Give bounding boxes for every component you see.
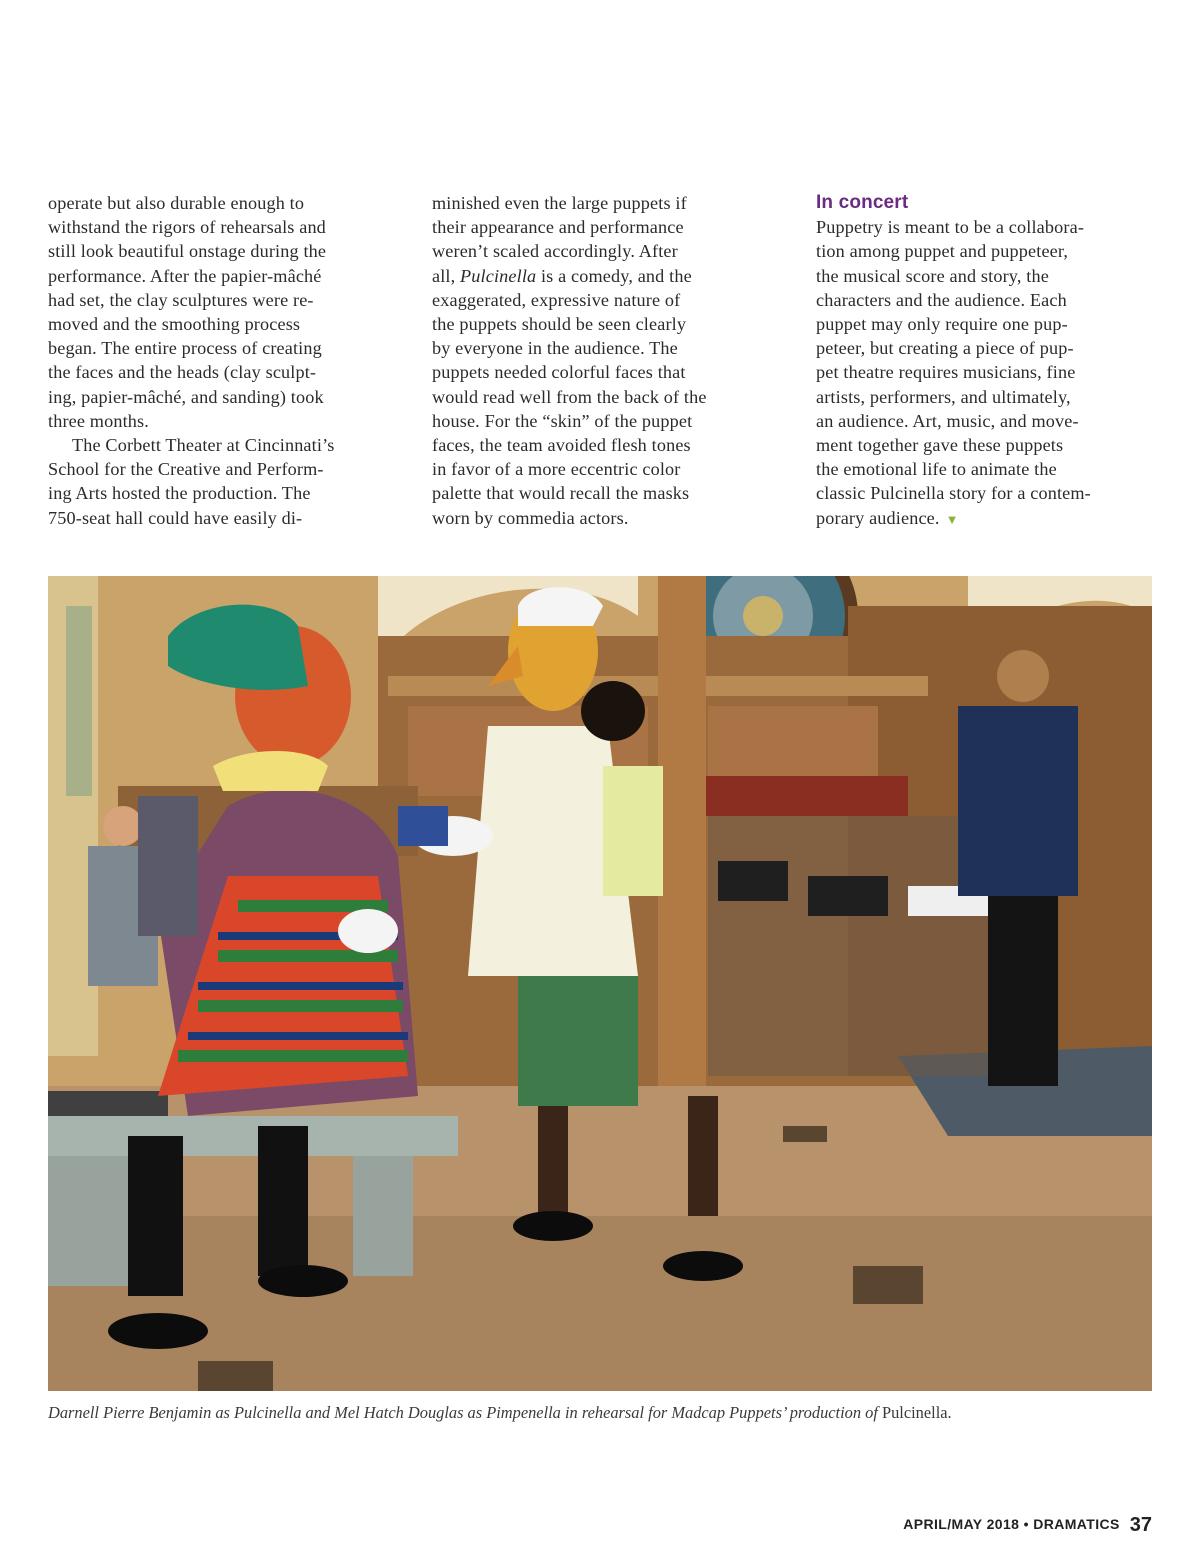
text-line: peteer, but creating a piece of pup-: [816, 338, 1074, 359]
text-line: performance. After the papier-mâché: [48, 265, 322, 286]
text-line: by everyone in the audience. The: [432, 338, 678, 359]
section-heading: In concert: [816, 192, 909, 213]
text-line: the faces and the heads (clay sculpt-: [48, 362, 317, 383]
paragraph: [432, 191, 772, 530]
article-column-2: [432, 191, 772, 530]
end-of-article-icon: ▼: [945, 511, 959, 527]
paragraph: [816, 215, 1156, 532]
text-line: ing, papier-mâché, and sanding) took: [48, 386, 324, 407]
text-line: the musical score and story, the: [816, 265, 1049, 286]
issue-label: APRIL/MAY 2018 • DRAMATICS: [903, 1516, 1120, 1532]
article-column-3: [816, 191, 1156, 532]
text-line: minished even the large puppets if: [432, 193, 687, 213]
text-line: in favor of a more eccentric color: [432, 459, 681, 480]
text-line: [432, 264, 772, 288]
text-line: the puppets should be seen clearly: [432, 314, 687, 335]
paragraph: [48, 433, 388, 530]
text-line: 750-seat hall could have easily di-: [48, 507, 303, 528]
text-line: would read well from the back of the: [432, 386, 707, 407]
text-line: exaggerated, expressive nature of: [432, 289, 681, 310]
text-line: faces, the team avoided flesh tones: [432, 435, 691, 456]
text-line: artists, performers, and ultimately,: [816, 386, 1071, 407]
article-column-1: [48, 191, 388, 530]
text-line: classic Pulcinella story for a contem-: [816, 483, 1091, 504]
text-line: characters and the audience. Each: [816, 289, 1067, 310]
title-italic: Pulcinella: [460, 265, 537, 286]
text-line: tion among puppet and puppeteer,: [816, 241, 1069, 262]
text-line: an audience. Art, music, and move-: [816, 410, 1079, 431]
rehearsal-photo: [48, 576, 1152, 1391]
text-line: operate but also durable enough to: [48, 193, 305, 213]
text-line: weren’t scaled accordingly. After: [432, 241, 678, 262]
text-line: puppet may only require one pup-: [816, 314, 1068, 335]
text-line: ing Arts hosted the production. The: [48, 483, 311, 504]
text-run: porary audience.: [816, 507, 940, 528]
text-line: palette that would recall the masks: [432, 483, 690, 504]
page-footer: [903, 1514, 1152, 1537]
caption-title: Pulcinella.: [877, 1403, 952, 1422]
text-line: three months.: [48, 410, 149, 431]
text-line: worn by commedia actors.: [432, 507, 629, 528]
text-line: ment together gave these puppets: [816, 435, 1064, 456]
text-line: moved and the smoothing process: [48, 314, 301, 335]
text-line: began. The entire process of creating: [48, 338, 322, 359]
text-line: The Corbett Theater at Cincinnati’s: [72, 435, 335, 456]
page-number: 37: [1129, 1514, 1152, 1536]
text-run: is a comedy, and the: [536, 265, 692, 286]
text-line: their appearance and performance: [432, 217, 684, 238]
text-line: the emotional life to animate the: [816, 459, 1057, 480]
text-line: withstand the rigors of rehearsals and: [48, 217, 326, 238]
photo-caption: [48, 1402, 1158, 1424]
text-run: all,: [432, 265, 461, 286]
paragraph: [48, 191, 388, 433]
text-line: puppets needed colorful faces that: [432, 362, 686, 383]
text-line: house. For the “skin” of the puppet: [432, 410, 693, 431]
text-line: School for the Creative and Perform-: [48, 459, 324, 480]
text-line: still look beautiful onstage during the: [48, 241, 327, 262]
text-line: had set, the clay sculptures were re-: [48, 289, 314, 310]
text-line: [816, 506, 1156, 532]
caption-text: Darnell Pierre Benjamin as Pulcinella and Mel Hatch Douglas as Pimpenella in rehearsal for Madcap Puppets’ production of: [48, 1403, 878, 1422]
text-line: pet theatre requires musicians, fine: [816, 362, 1076, 383]
text-line: Puppetry is meant to be a collabora-: [816, 217, 1085, 238]
rehearsal-photo-illustration: [48, 576, 1152, 1391]
